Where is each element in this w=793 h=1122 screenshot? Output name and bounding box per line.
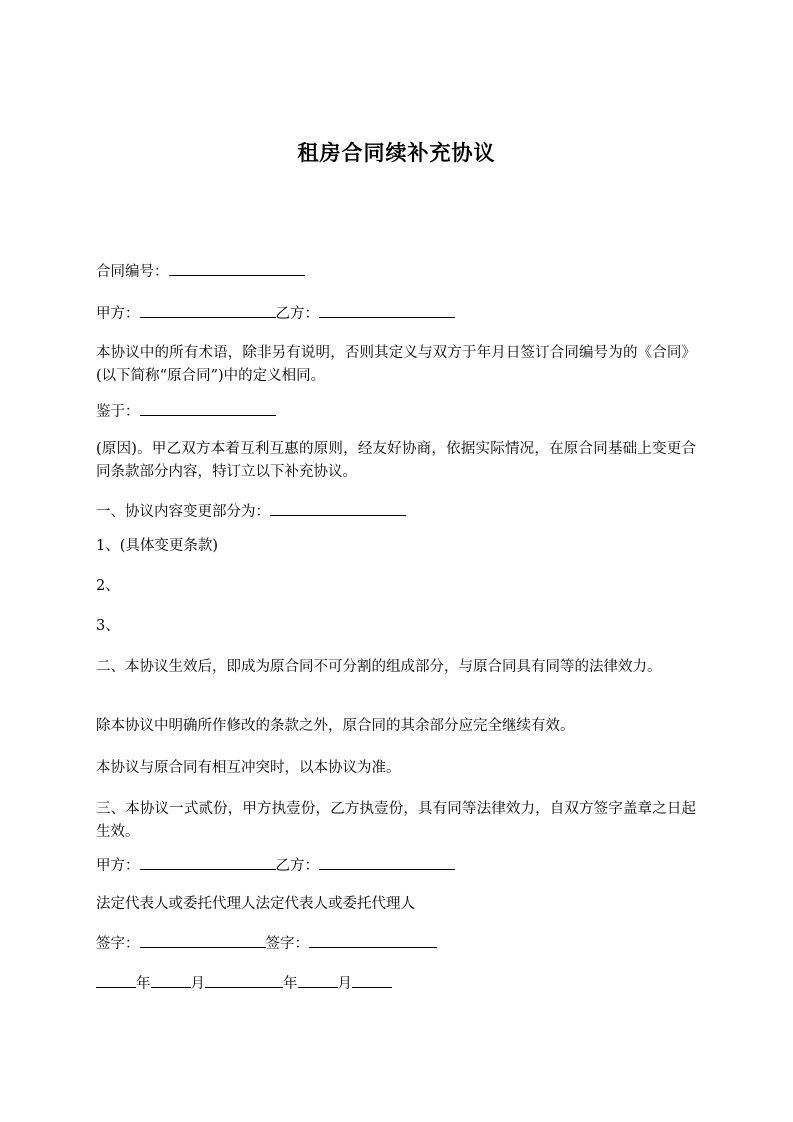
whereas-field[interactable]: [140, 398, 276, 416]
whereas-label: 鉴于：: [96, 404, 140, 420]
document-title: 租房合同续补充协议: [297, 141, 496, 165]
date-month-a-field[interactable]: [151, 970, 191, 988]
whereas-line: [96, 398, 696, 424]
sig-party-b-field[interactable]: [319, 852, 455, 870]
representatives-line: 法定代表人或委托代理人法定代表人或委托代理人: [96, 896, 415, 912]
date-month-b-field[interactable]: [298, 970, 338, 988]
parties-line: [96, 300, 696, 326]
terms-paragraph: 本协议中的所有术语，除非另有说明，否则其定义与双方于年月日签订合同编号为的《合同》(以下简称“原合同”)中的定义相同。: [96, 345, 696, 384]
reason-paragraph: (原因)。甲乙双方本着互利互惠的原则，经友好协商，依据实际情况，在原合同基础上变更合同条款部分内容，特订立以下补充协议。: [96, 441, 696, 480]
item-2: 2、: [96, 578, 120, 594]
date-year-a-field[interactable]: [96, 970, 136, 988]
section1-field[interactable]: [270, 498, 406, 516]
signature-parties-line: [96, 852, 696, 878]
section1-label: 一、协议内容变更部分为：: [96, 504, 270, 520]
remainder-paragraph: 除本协议中明确所作修改的条款之外，原合同的其余部分应完全继续有效。: [96, 718, 575, 734]
month-label-a: 月: [190, 976, 205, 992]
party-b-label: 乙方：: [275, 306, 319, 322]
item-1: 1、(具体变更条款): [96, 538, 219, 554]
party-b-field[interactable]: [319, 300, 455, 318]
year-label-a: 年: [136, 976, 151, 992]
item-3: 3、: [96, 618, 120, 634]
sign-a-field[interactable]: [140, 930, 266, 948]
sig-party-b-label: 乙方：: [275, 858, 319, 874]
section3-paragraph: 三、本协议一式贰份，甲方执壹份，乙方执壹份，具有同等法律效力，自双方签字盖章之日起生效。: [96, 801, 696, 840]
signatures-line: [96, 930, 696, 956]
month-label-b: 月: [337, 976, 352, 992]
contract-number-label: 合同编号：: [96, 264, 169, 280]
date-year-b-field[interactable]: [205, 970, 283, 988]
conflict-paragraph: 本协议与原合同有相互冲突时，以本协议为准。: [96, 760, 401, 776]
sign-b-label: 签字：: [265, 936, 309, 952]
party-a-field[interactable]: [140, 300, 276, 318]
date-line: [96, 970, 696, 996]
sig-party-a-field[interactable]: [140, 852, 276, 870]
section1-line: [96, 498, 696, 524]
year-label-b: 年: [283, 976, 298, 992]
sign-b-field[interactable]: [309, 930, 437, 948]
sig-party-a-label: 甲方：: [96, 858, 140, 874]
section2-paragraph: 二、本协议生效后，即成为原合同不可分割的组成部分，与原合同具有同等的法律效力。: [96, 659, 662, 675]
party-a-label: 甲方：: [96, 306, 140, 322]
sign-a-label: 签字：: [96, 936, 140, 952]
contract-number-line: [96, 258, 696, 284]
contract-number-field[interactable]: [169, 258, 305, 276]
date-day-b-field[interactable]: [352, 970, 392, 988]
